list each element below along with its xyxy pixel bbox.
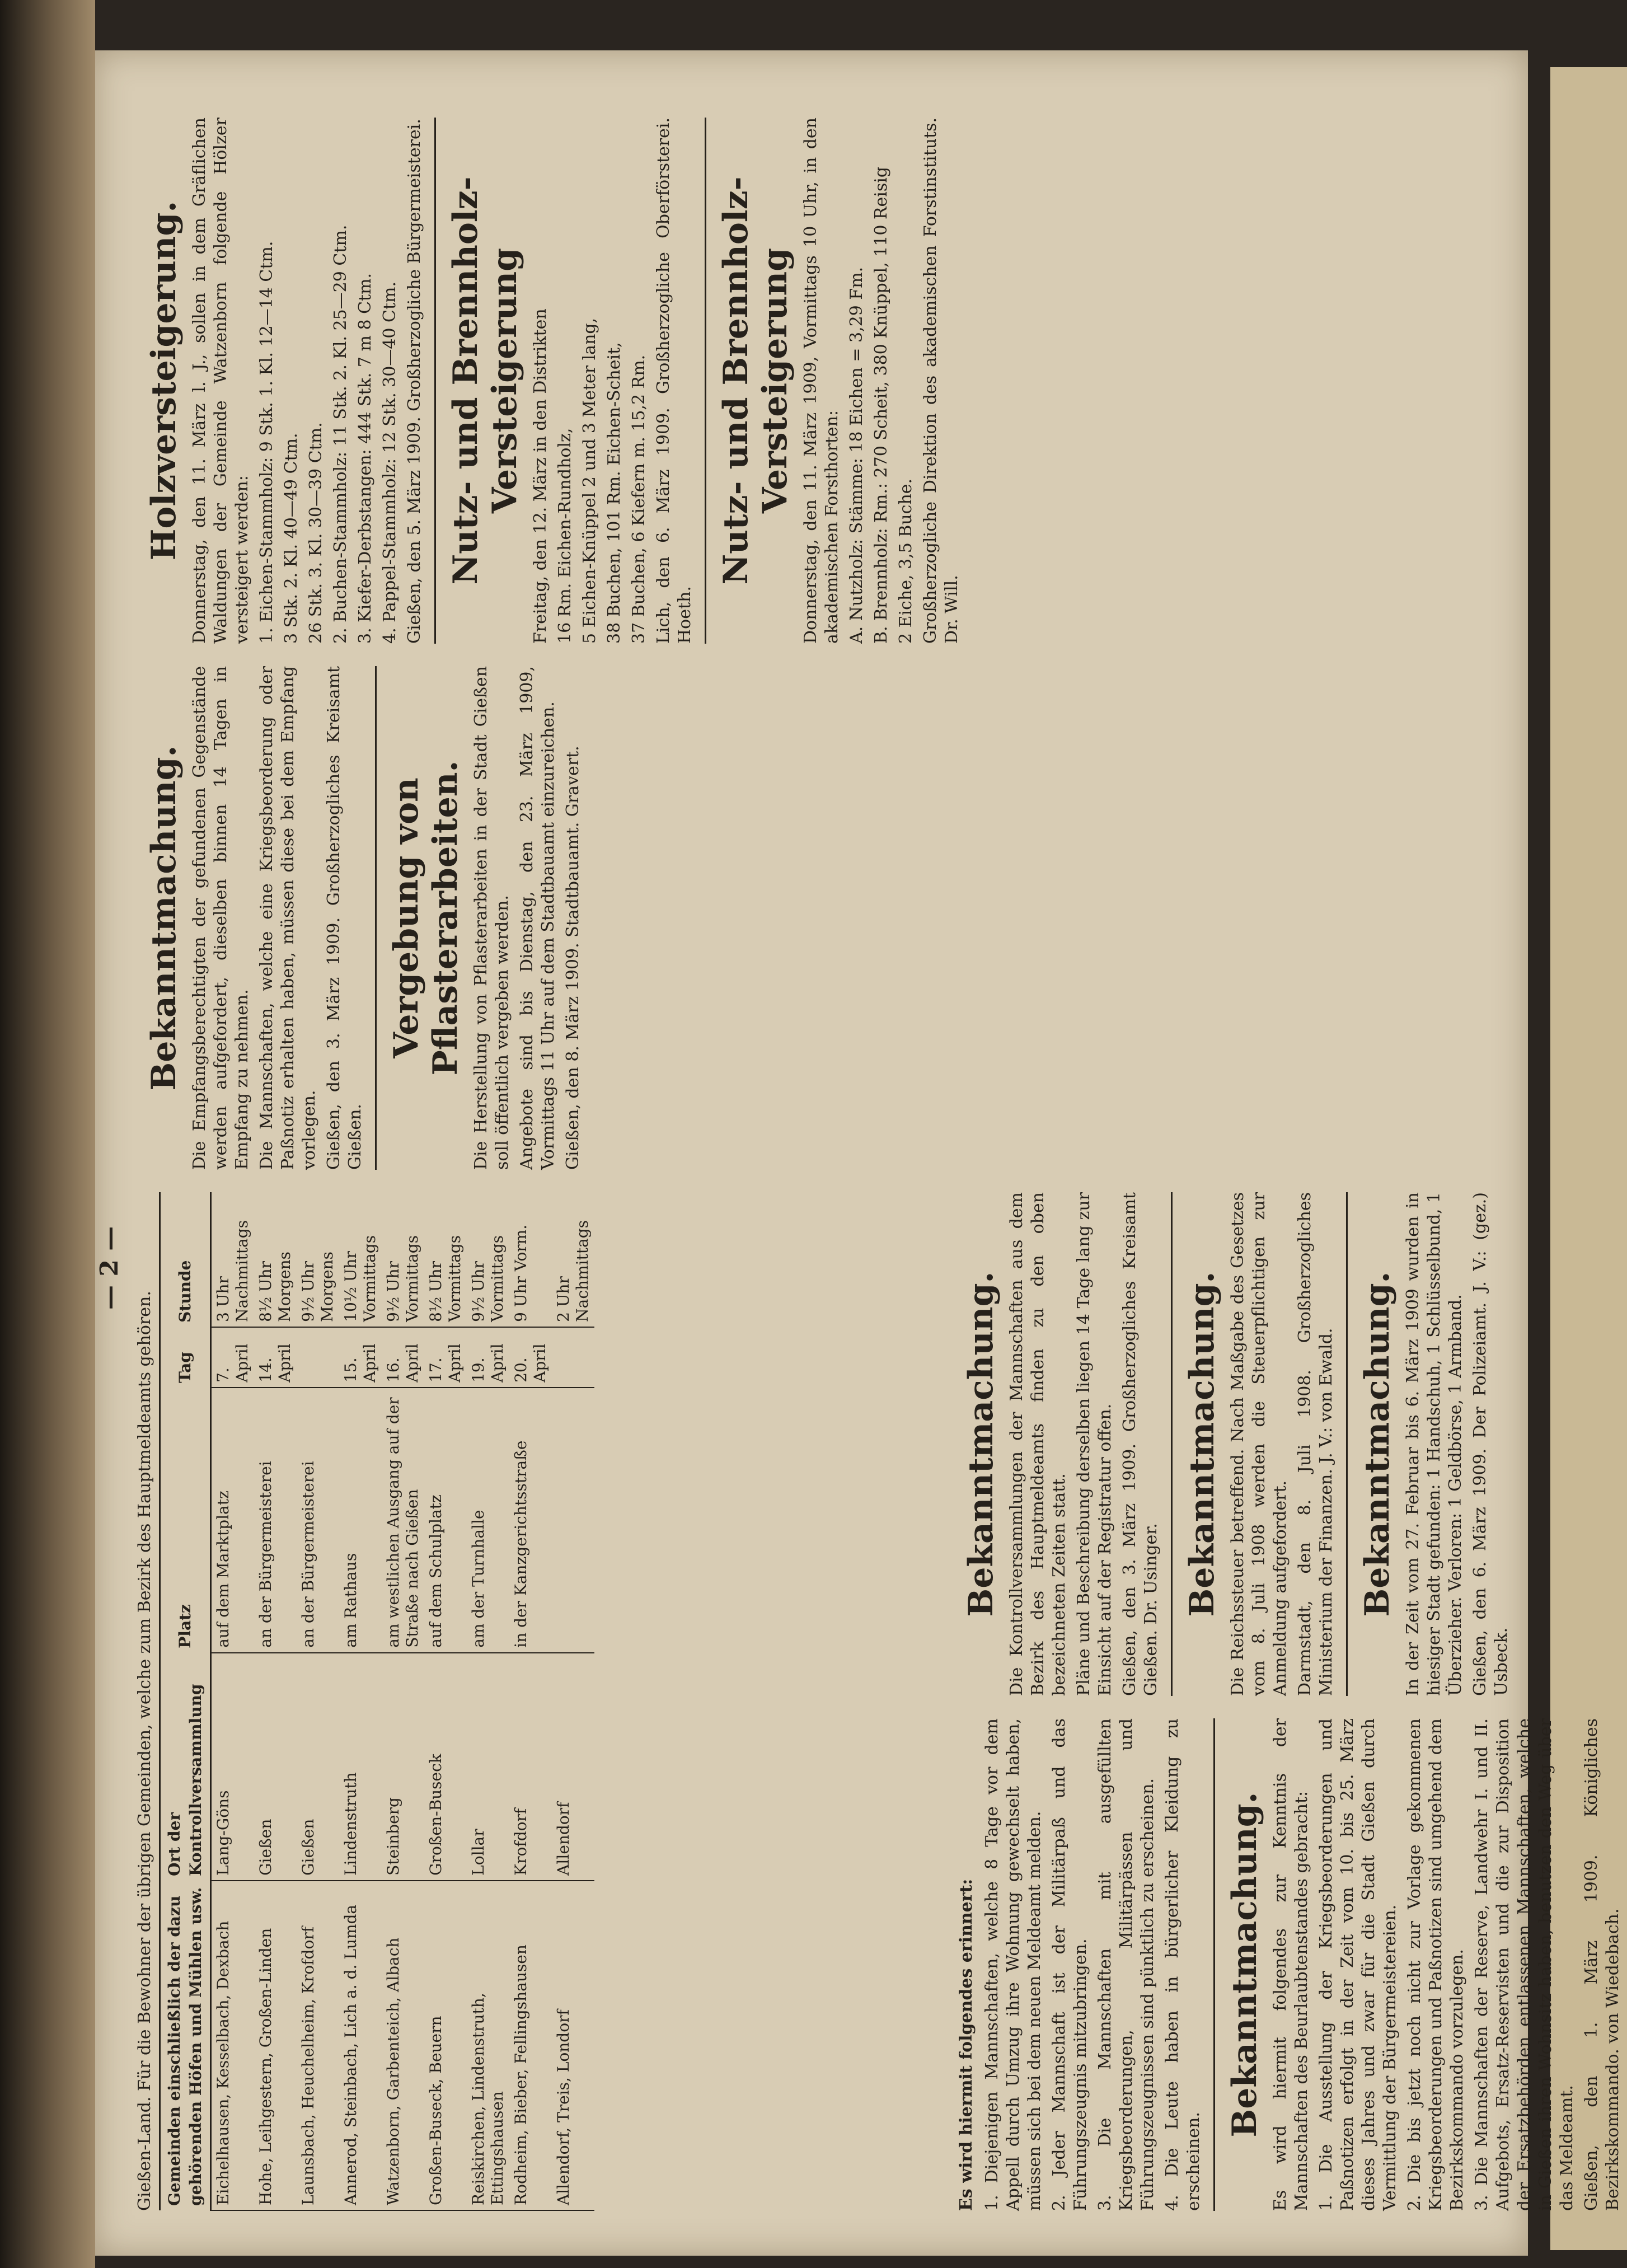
table-cell: 17. April [424, 1327, 467, 1388]
table-row [254, 1192, 297, 2210]
lot-line: A. Nutzholz: Stämme: 18 Eichen = 3,29 Fm. [847, 266, 866, 644]
divider [1171, 1192, 1173, 1696]
table-cell [552, 1388, 594, 1653]
table-cell: 9½ Uhr Morgens [297, 1192, 339, 1327]
table-cell: Gießen [254, 1653, 297, 1881]
table-cell: Krofdorf [509, 1653, 552, 1881]
schedule-table [159, 1192, 594, 2211]
notice-title: Bekanntmachung. [1358, 1271, 1397, 1617]
table-cell: 7. April [211, 1327, 255, 1388]
col-header: Tag [160, 1327, 211, 1388]
table-cell: Gießen [297, 1653, 339, 1881]
schedule-section [134, 1192, 594, 2211]
table-cell: 9½ Uhr Vormittags [382, 1192, 424, 1327]
table-cell [297, 1327, 339, 1388]
auction-title: Nutz- und Brennholz-Versteigerung [446, 176, 524, 585]
table-cell: auf dem Schulplatz [424, 1388, 467, 1653]
divider [1346, 1192, 1348, 1696]
table-cell: 9½ Uhr Vormittags [467, 1192, 509, 1327]
table-cell: Allendorf [552, 1653, 594, 1881]
table-cell: 8½ Uhr Vormittags [424, 1192, 467, 1327]
divider [434, 118, 436, 644]
hint-item: 2. Jeder Mannschaft ist der Militärpaß und das Führungszeugnis mitzubringen. [1049, 1718, 1090, 2211]
table-cell: 16. April [382, 1327, 424, 1388]
hint-item: 1. Diejenigen Mannschaften, welche 8 Tage vor dem Appell durch Umzug ihre Wohnung gewechselt haben, müssen sich bei dem neuen Meldeamt melden. [982, 1718, 1044, 2211]
schedule-header-row [160, 1192, 211, 2210]
right-column-b [134, 118, 966, 644]
table-row [382, 1192, 424, 2210]
table-cell: am Rathaus [339, 1388, 382, 1653]
notice-paragraph: 2. Die bis jetzt noch nicht zur Vorlage gekommenen Kriegsbeorderungen und Paßnotizen sind umgehend dem Bezirkskommando vorzulegen. [1405, 1718, 1467, 2211]
rotated-page-content [95, 95, 1623, 2233]
hints-section [951, 1718, 1627, 2211]
table-cell [552, 1327, 594, 1388]
table-cell: Rodheim, Bieber, Fellingshausen [509, 1881, 552, 2210]
notice-paragraph: Die Kontrollversammlungen der Mannschaften aus dem Bezirk des Hauptmeldeamts finden zu den oben bezeichneten Zeiten statt. [1007, 1192, 1069, 1696]
lot-line: 16 Rm. Eichen-Rundholz, [555, 428, 575, 644]
col-header: Stunde [160, 1192, 211, 1327]
table-cell: 3 Uhr Nachmittags [211, 1192, 255, 1327]
notice-paragraph: Pläne und Beschreibung derselben liegen 14 Tage lang zur Einsicht auf der Registratur offen. [1074, 1192, 1115, 1696]
table-row [467, 1192, 509, 2210]
divider [375, 666, 377, 1170]
table-cell: 20. April [509, 1327, 552, 1388]
lot-line: 2 Eiche, 3,5 Buche. [896, 478, 916, 644]
auction-closing: Lich, den 6. März 1909. Großherzogliche Oberförsterei. Hoeth. [654, 118, 695, 644]
table-cell: auf dem Marktplatz [211, 1388, 255, 1653]
table-cell: Allendorf, Treis, Londorf [552, 1881, 594, 2210]
table-cell: 10½ Uhr Vormittags [339, 1192, 382, 1327]
book-gutter [0, 0, 95, 2268]
lot-line: 38 Buchen, 101 Rm. Eichen-Scheit, [604, 342, 624, 644]
table-cell: Lang-Göns [211, 1653, 255, 1881]
col-header: Gemeinden einschließlich der dazu gehörenden Höfen und Mühlen usw. [160, 1881, 211, 2210]
auction-title: Nutz- und Brennholz-Versteigerung [716, 176, 795, 585]
lot-line: 26 Stk. 3. Kl. 30—39 Ctm. [306, 422, 326, 644]
table-row [552, 1192, 594, 2210]
table-cell: Lollar [467, 1653, 509, 1881]
table-row [424, 1192, 467, 2210]
lot-line: 5 Eichen-Knüppel 2 und 3 Meter lang, [580, 317, 599, 644]
table-cell: 2 Uhr Nachmittags [552, 1192, 594, 1327]
col-header: Ort der Kontrollversammlung [160, 1653, 211, 1881]
table-cell: Großen-Buseck, Beuern [424, 1881, 467, 2210]
notice-title: Bekanntmachung. [1225, 1792, 1264, 2138]
auction-paragraph: Angebote sind bis Dienstag, den 23. März 1909, Vormittags 11 Uhr auf dem Stadtbauamt einzureichen. [517, 666, 558, 1170]
schedule-intro: Gießen-Land. Für die Bewohner der übrigen Gemeinden, welche zum Bezirk des Hauptmeldeamts gehören. [135, 1291, 154, 2211]
auction-title: Vergebung von Pflasterarbeiten. [387, 760, 465, 1076]
lot-line: 37 Buchen, 6 Kiefern m. 15,2 Rm. [629, 354, 649, 644]
notice-title: Bekanntmachung. [1183, 1271, 1222, 1617]
auction-intro: Donnerstag, den 11. März l. J., sollen in dem Gräflichen Waldungen der Gemeinde Watzenborn folgende Hölzer versteigert werden: [190, 118, 252, 644]
notice-paragraph: Darmstadt, den 8. Juli 1908. Großherzogliches Ministerium der Finanzen. J. V.: von Ewald. [1295, 1192, 1336, 1696]
notice-paragraph: Es wird hiermit folgendes zur Kenntnis der Mannschaften des Beurlaubtenstandes gebracht: [1270, 1718, 1311, 2211]
auction-title: Holzversteigerung. [144, 200, 184, 561]
table-cell: in der Kanzgerichtsstraße [509, 1388, 552, 1653]
auction-closing: Großherzogliche Direktion des akademischen Forstinstituts. Dr. Will. [921, 118, 962, 644]
lot-line: B. Brennholz: Rm.: 270 Scheit, 380 Knüppel, 110 Reisig [871, 166, 891, 644]
table-cell: Annerod, Steinbach, Lich a. d. Lumda [339, 1881, 382, 2210]
lot-line: 3. Kiefer-Derbstangen: 444 Stk. 7 m 8 Ctm. [355, 273, 375, 644]
notice-paragraph: 1. Die Ausstellung der Kriegsbeorderungen und Paßnotizen erfolgt in der Zeit vom 10. bis 25. März dieses Jahres und zwar für die Stadt Gießen durch Vermittlung der Bürgermeistereien. [1316, 1718, 1400, 2211]
table-cell: Reiskirchen, Lindenstruth, Ettingshausen [467, 1881, 509, 2210]
hints-heading: Es wird hiermit folgendes erinnert: [956, 1878, 976, 2211]
lot-line: 2. Buchen-Stammholz: 11 Stk. 2. Kl. 25—29 Ctm. [331, 224, 350, 644]
table-cell: 15. April [339, 1327, 382, 1388]
col-header: Platz [160, 1388, 211, 1653]
hint-item: 4. Die Leute haben in bürgerlicher Kleidung zu erscheinen. [1162, 1718, 1203, 2211]
notice-paragraph: Die Mannschaften, welche eine Kriegsbeorderung oder Paßnotiz erhalten haben, müssen diese bei dem Empfang vorlegen. [257, 666, 319, 1170]
divider [1213, 1718, 1215, 2211]
hint-item: 3. Die Mannschaften mit ausgefüllten Kriegsbeorderungen, Militärpässen und Führungszeugnissen sind pünktlich zu erscheinen. [1095, 1718, 1157, 2211]
auction-closing: Gießen, den 5. März 1909. Großherzogliche Bürgermeisterei. [405, 119, 424, 644]
table-cell: Launsbach, Heuchelheim, Krofdorf [297, 1881, 339, 2210]
table-row [339, 1192, 382, 2210]
auction-intro: Donnerstag, den 11. März 1909, Vormittags 10 Uhr, in den akademischen Forsthorten: [801, 118, 842, 644]
table-cell: an der Bürgermeisterei [254, 1388, 297, 1653]
table-cell: Eichelhausen, Kesselbach, Dexbach [211, 1881, 255, 2210]
table-row [297, 1192, 339, 2210]
notice-paragraph: In der Zeit vom 27. Februar bis 6. März 1909 wurden in hiesiger Stadt gefunden: 1 Handschuh, 1 Schlüsselbund, 1 Überzieher. Verloren: 1 Geldbörse, 1 Armband. [1403, 1192, 1465, 1696]
lot-line: 3 Stk. 2. Kl. 40—49 Ctm. [282, 433, 301, 644]
table-cell: Großen-Buseck [424, 1653, 467, 1881]
notice-paragraph: Gießen, den 6. März 1909. Der Polizeiamt. J. V.: (gez.) Usbeck. [1470, 1192, 1511, 1696]
notice-title: Bekanntmachung. [144, 745, 184, 1091]
table-cell: an der Bürgermeisterei [297, 1388, 339, 1653]
table-cell: Watzenborn, Garbenteich, Albach [382, 1881, 424, 2210]
table-cell: 9 Uhr Vorm. [509, 1192, 552, 1327]
table-cell: 19. April [467, 1327, 509, 1388]
table-row [211, 1192, 255, 2210]
auction-paragraph: Die Herstellung von Pflasterarbeiten in der Stadt Gießen soll öffentlich vergeben werden. [471, 666, 512, 1170]
middle-column [951, 1192, 1516, 1696]
notice-paragraph: 3. Die Mannschaften der Reserve, Landwehr I. und II. Aufgebots, Ersatz-Reservisten und die zur Disposition der Ersatzbehörden entlassenen Mannschaften, welche in Gießen ihren Wohnsitz haben, benutzen den Weg über das Meldeamt. [1472, 1718, 1577, 2211]
page-number: — 2 — [95, 1226, 124, 1310]
table-cell: 8½ Uhr Morgens [254, 1192, 297, 1327]
table-cell: 14. April [254, 1327, 297, 1388]
table-cell: am der Turnhalle [467, 1388, 509, 1653]
lot-line: 1. Eichen-Stammholz: 9 Stk. 1. Kl. 12—14 Ctm. [257, 241, 276, 644]
table-cell: Hohe, Leihgestern, Großen-Linden [254, 1881, 297, 2210]
right-column-a [134, 666, 587, 1170]
notice-paragraph: Die Reichssteuer betreffend. Nach Maßgabe des Gesetzes vom 8. Juli 1908 werden die Steuerpflichtigen zur Anmeldung aufgefordert. [1228, 1192, 1290, 1696]
notice-paragraph: Die Empfangsberechtigten der gefundenen Gegenstände werden aufgefordert, dieselben binnen 14 Tagen in Empfang zu nehmen. [190, 666, 252, 1170]
notice-paragraph: Gießen, den 3. März 1909. Großherzogliches Kreisamt Gießen. Dr. Usinger. [1120, 1192, 1161, 1696]
notice-closing: Gießen, den 1. März 1909. Königliches Bezirkskommando. von Wiedebach. [1582, 1718, 1623, 2211]
notice-title: Bekanntmachung. [962, 1271, 1001, 1617]
table-cell: Lindenstruth [339, 1653, 382, 1881]
table-cell: Steinberg [382, 1653, 424, 1881]
table-row [509, 1192, 552, 2210]
lot-line: 4. Pappel-Stammholz: 12 Stk. 30—40 Ctm. [380, 281, 400, 644]
notice-paragraph: Gießen, den 3. März 1909. Großherzogliches Kreisamt Gießen. [324, 666, 365, 1170]
divider [705, 118, 706, 644]
auction-intro: Freitag, den 12. März in den Distrikten [531, 308, 550, 644]
table-cell: am westlichen Ausgang auf der Straße nach Gießen [382, 1388, 424, 1653]
auction-paragraph: Gießen, den 8. März 1909. Stadtbauamt. Gravert. [563, 746, 583, 1170]
